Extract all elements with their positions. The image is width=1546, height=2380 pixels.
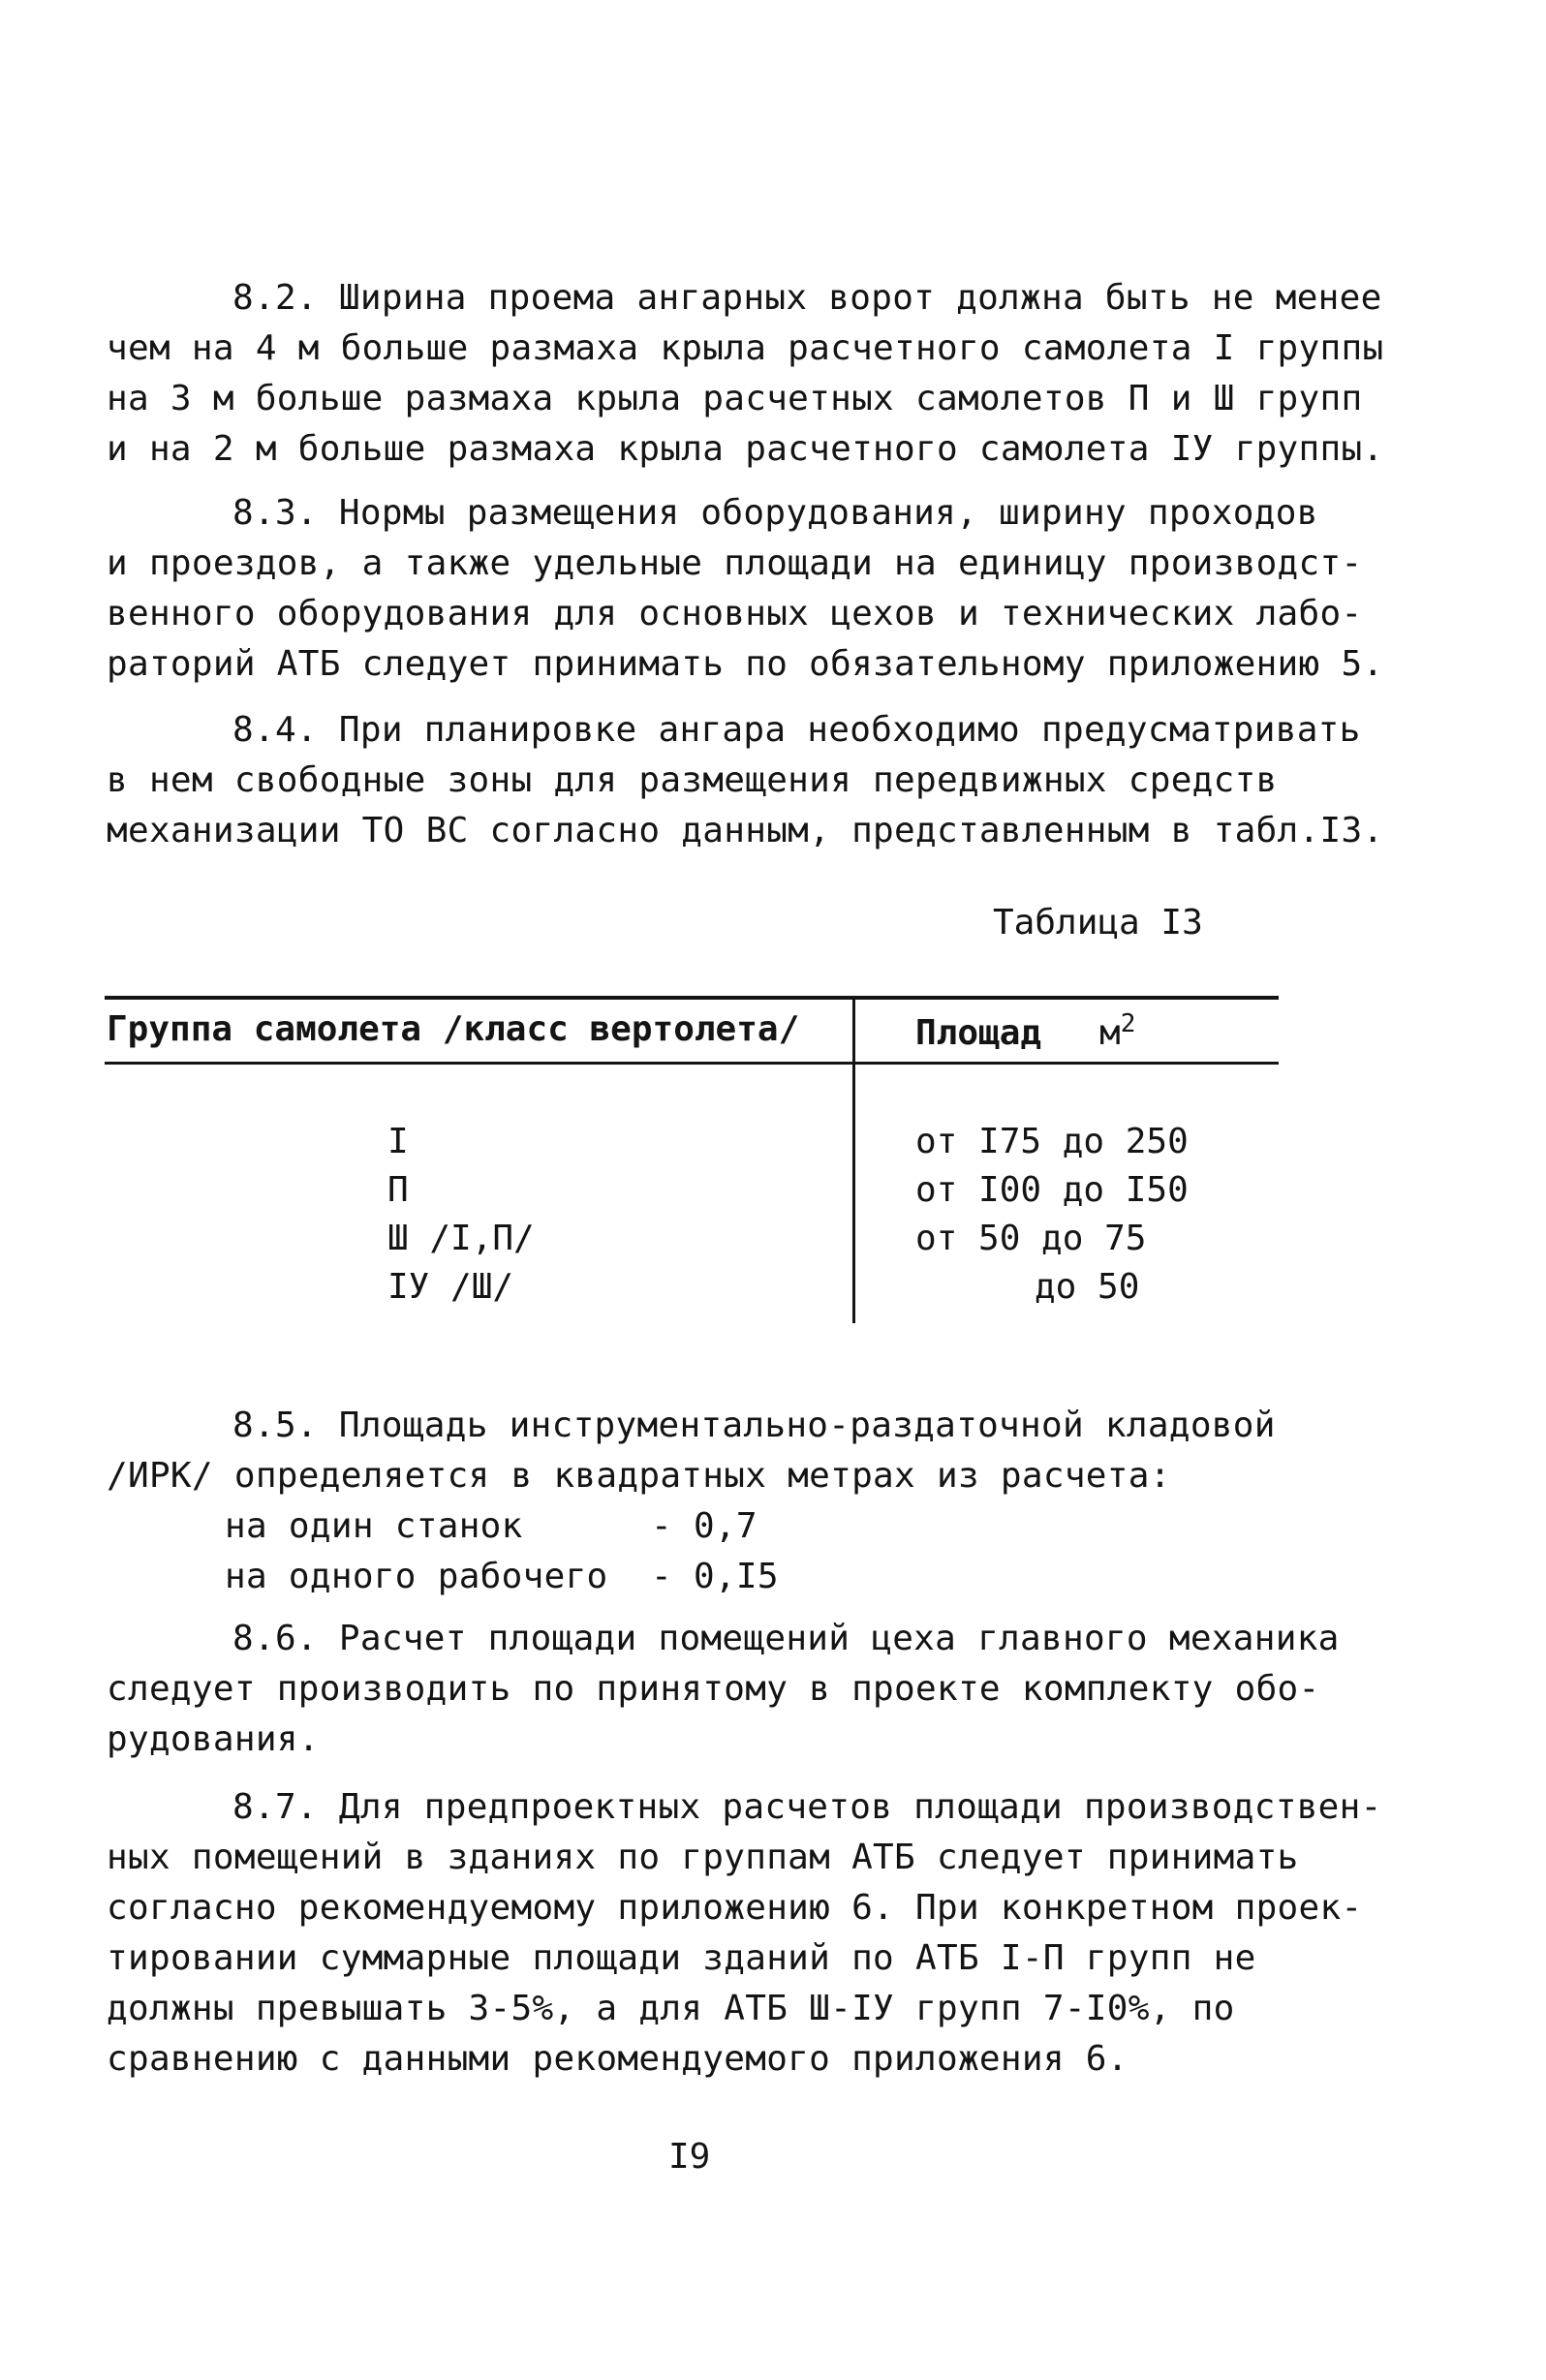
table-cell-group: IУ /Ш/ — [387, 1267, 514, 1307]
paragraph-8-3-line: раторий АТБ следует принимать по обязательному приложению 5. — [107, 644, 1384, 684]
paragraph-8-6-line: рудования. — [107, 1719, 320, 1759]
paragraph-8-6-line: следует производить по принятому в проекте комплекту обо- — [107, 1669, 1320, 1709]
calc-item-label: на один станок — [225, 1506, 523, 1546]
paragraph-8-2-line: 8.2. Ширина проема ангарных ворот должна быть не менее — [232, 278, 1382, 318]
calc-item-value: - 0,7 — [651, 1506, 758, 1546]
calc-item-label: на одного рабочего — [225, 1557, 608, 1596]
page-number: I9 — [668, 2137, 711, 2177]
paragraph-8-4-line: 8.4. При планировке ангара необходимо предусматривать — [232, 710, 1361, 750]
table-cell-area: от 50 до 75 — [915, 1219, 1147, 1258]
paragraph-8-7-line: ных помещений в зданиях по группам АТБ следует принимать — [107, 1838, 1299, 1877]
table-header-group: Группа самолета /класс вертолета/ — [107, 1009, 800, 1049]
paragraph-8-7-line: тировании суммарные площади зданий по АТБ I-П групп не — [107, 1938, 1256, 1978]
table-cell-area: от I00 до I50 — [915, 1170, 1189, 1210]
area-unit-exponent: 2 — [1120, 1009, 1136, 1038]
table-header-rule — [105, 1062, 1279, 1065]
paragraph-8-5-line: /ИРК/ определяется в квадратных метрах из расчета: — [107, 1456, 1171, 1496]
paragraph-8-5-line: 8.5. Площадь инструментально-раздаточной кладовой — [232, 1406, 1276, 1445]
paragraph-8-2-line: чем на 4 м больше размаха крыла расчетного самолета I группы — [107, 328, 1384, 368]
calc-item-value: - 0,I5 — [651, 1557, 779, 1596]
table-cell-group: П — [387, 1170, 409, 1210]
paragraph-8-4-line: механизации ТО ВС согласно данным, представленным в табл.I3. — [107, 811, 1384, 850]
table-cell-group: I — [387, 1122, 409, 1161]
paragraph-8-7-line: 8.7. Для предпроектных расчетов площади производствен- — [232, 1787, 1382, 1827]
table-column-divider — [852, 1000, 855, 1323]
table-header-area: Площад $м^2$ — [915, 1009, 1136, 1053]
paragraph-8-7-line: должны превышать 3-5%, а для АТБ Ш-IУ групп 7-I0%, по — [107, 1989, 1235, 2028]
table-caption: Таблица I3 — [993, 903, 1203, 943]
paragraph-8-7-line: согласно рекомендуемому приложению 6. При конкретном проек- — [107, 1888, 1363, 1928]
area-unit: м — [1099, 1013, 1121, 1053]
paragraph-8-3-line: и проездов, а также удельные площади на единицу производст- — [107, 543, 1363, 583]
paragraph-8-6-line: 8.6. Расчет площади помещений цеха главного механика — [232, 1619, 1340, 1658]
table-cell-area: до 50 — [1035, 1267, 1140, 1307]
paragraph-8-7-line: сравнению с данными рекомендуемого приложения 6. — [107, 2039, 1129, 2079]
table-cell-area: от I75 до 250 — [915, 1122, 1189, 1161]
paragraph-8-2-line: на 3 м больше размаха крыла расчетных самолетов П и Ш групп — [107, 379, 1363, 418]
paragraph-8-4-line: в нем свободные зоны для размещения передвижных средств — [107, 760, 1278, 800]
paragraph-8-3-line: венного оборудования для основных цехов и технических лабо- — [107, 594, 1363, 634]
paragraph-8-3-line: 8.3. Нормы размещения оборудования, ширину проходов — [232, 493, 1318, 533]
paragraph-8-2-line: и на 2 м больше размаха крыла расчетного самолета IУ группы. — [107, 429, 1384, 469]
table-cell-group: Ш /I,П/ — [387, 1219, 535, 1258]
table-top-rule — [105, 996, 1279, 1000]
